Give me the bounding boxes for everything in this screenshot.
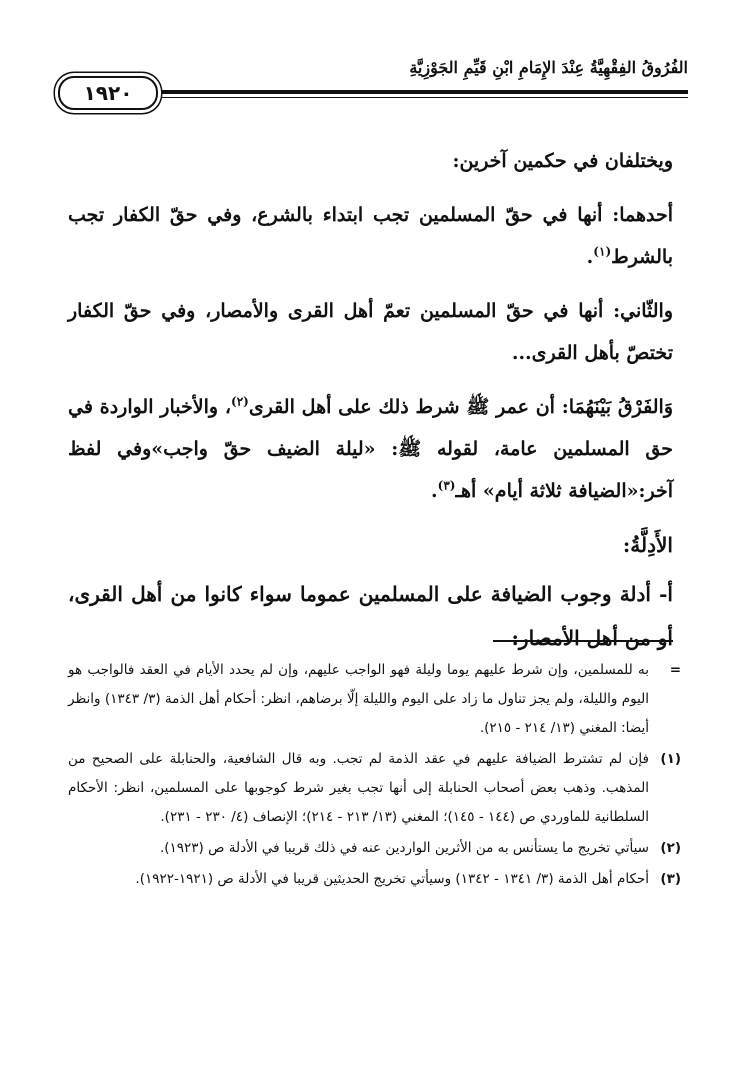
footnote-text: سيأتي تخريج ما يستأنس به من الأثرين الواردين عنه في ذلك قريبا في الأدلة ص (١٩٢٣). [159,840,649,856]
evidence-heading: الأَدِلَّةُ: [622,533,673,557]
footnote-ref-3: (٣) [437,478,456,493]
first-ruling-paragraph [68,194,673,278]
first-end: . [586,246,594,268]
footnote-text: فإن لم تشترط الضيافة عليهم في عقد الذمة لم تجب. وبه قال الشافعية، والحنابلة على الصحيح من المذهب. وذهب بعض أصحاب الحنابلة إلى أنها تجب بغير شرط كوجوبها على المسلمين، انظر: الأحكام السلطانية للماوردي ص (١٤٤ - ١٤٥)؛ المغني (١٣/ ٢١٣ - ٢١٤)؛ الإنصاف (٤/ ٢٣٠ - ٢٣١). [68,751,649,825]
footnote-text: أحكام أهل الذمة (٣/ ١٣٤١ - ١٣٤٢) وسيأتي تخريج الحديثين قريبا في الأدلة ص (١٩٢١-١٩٢٢). [135,871,649,887]
footnote-1 [68,745,681,832]
footnote-ref-2: (٢) [231,394,249,409]
difference-end: . [431,480,438,502]
second-text: أنها في حقّ المسلمين تعمّ أهل القرى والأمصار، وفي حقّ الكفار تختصّ بأهل القرى... [68,300,673,364]
footnote-3 [68,865,681,894]
second-label: والثّاني: [613,300,673,322]
page-header [58,50,688,110]
footnote-marker: (٢) [660,840,681,856]
footnote-marker: = [669,662,681,678]
footnote-marker: (١) [660,751,681,767]
footnotes [68,656,681,896]
second-ruling-paragraph [68,290,673,374]
first-label: أحدهما: [612,204,673,226]
difference-paragraph [68,386,673,512]
footnote-text: به للمسلمين، وإن شرط عليهم يوما وليلة فهو الواجب عليهم، وإن لم يحدد الأيام في العقد فالواجب هو اليوم والليلة، ولم يجز تناول ما زاد على اليوم والليلة إلّا برضاهم، انظر: أحكام أهل الذمة (٣/ ١٣٤٣) وانظر أيضا: المغني (١٣/ ٢١٤ - ٢١٥). [68,662,650,736]
page-number: ١٩٢٠ [58,76,158,110]
footnote-divider [493,640,673,642]
main-text [68,140,673,672]
intro-paragraph: ويختلفان في حكمين آخرين: [452,150,673,172]
difference-text-2: ، والأخبار الواردة في حق المسلمين عامة، لقوله ﷺ: «ليلة الضيف حقّ واجب»وفي لفظ آخر:«الضيافة ثلاثة أيام» أهـ [68,396,673,502]
first-text: أنها في حقّ المسلمين تجب ابتداء بالشرع، وفي حقّ الكفار تجب بالشرط [68,204,673,268]
difference-text-1: أن عمر ﷺ شرط ذلك على أهل القرى [248,396,562,418]
footnote-continued [68,656,681,743]
footnote-ref-1: (١) [593,244,612,259]
header-rule [158,90,688,98]
footnote-2 [68,834,681,863]
running-title: الفُرُوقُ الفِقْهِيَّةُ عِنْدَ الإِمَامِ ابْنِ قَيِّمِ الجَوْزِيَّةِ [409,58,688,77]
footnote-marker: (٣) [660,871,681,887]
evidence-a-paragraph: أ- أدلة وجوب الضيافة على المسلمين عموما سواء كانوا من أهل القرى، أو من أهل الأمصار: [68,582,673,650]
difference-label: وَالفَرْقُ بَيْنَهُمَا: [561,396,673,418]
